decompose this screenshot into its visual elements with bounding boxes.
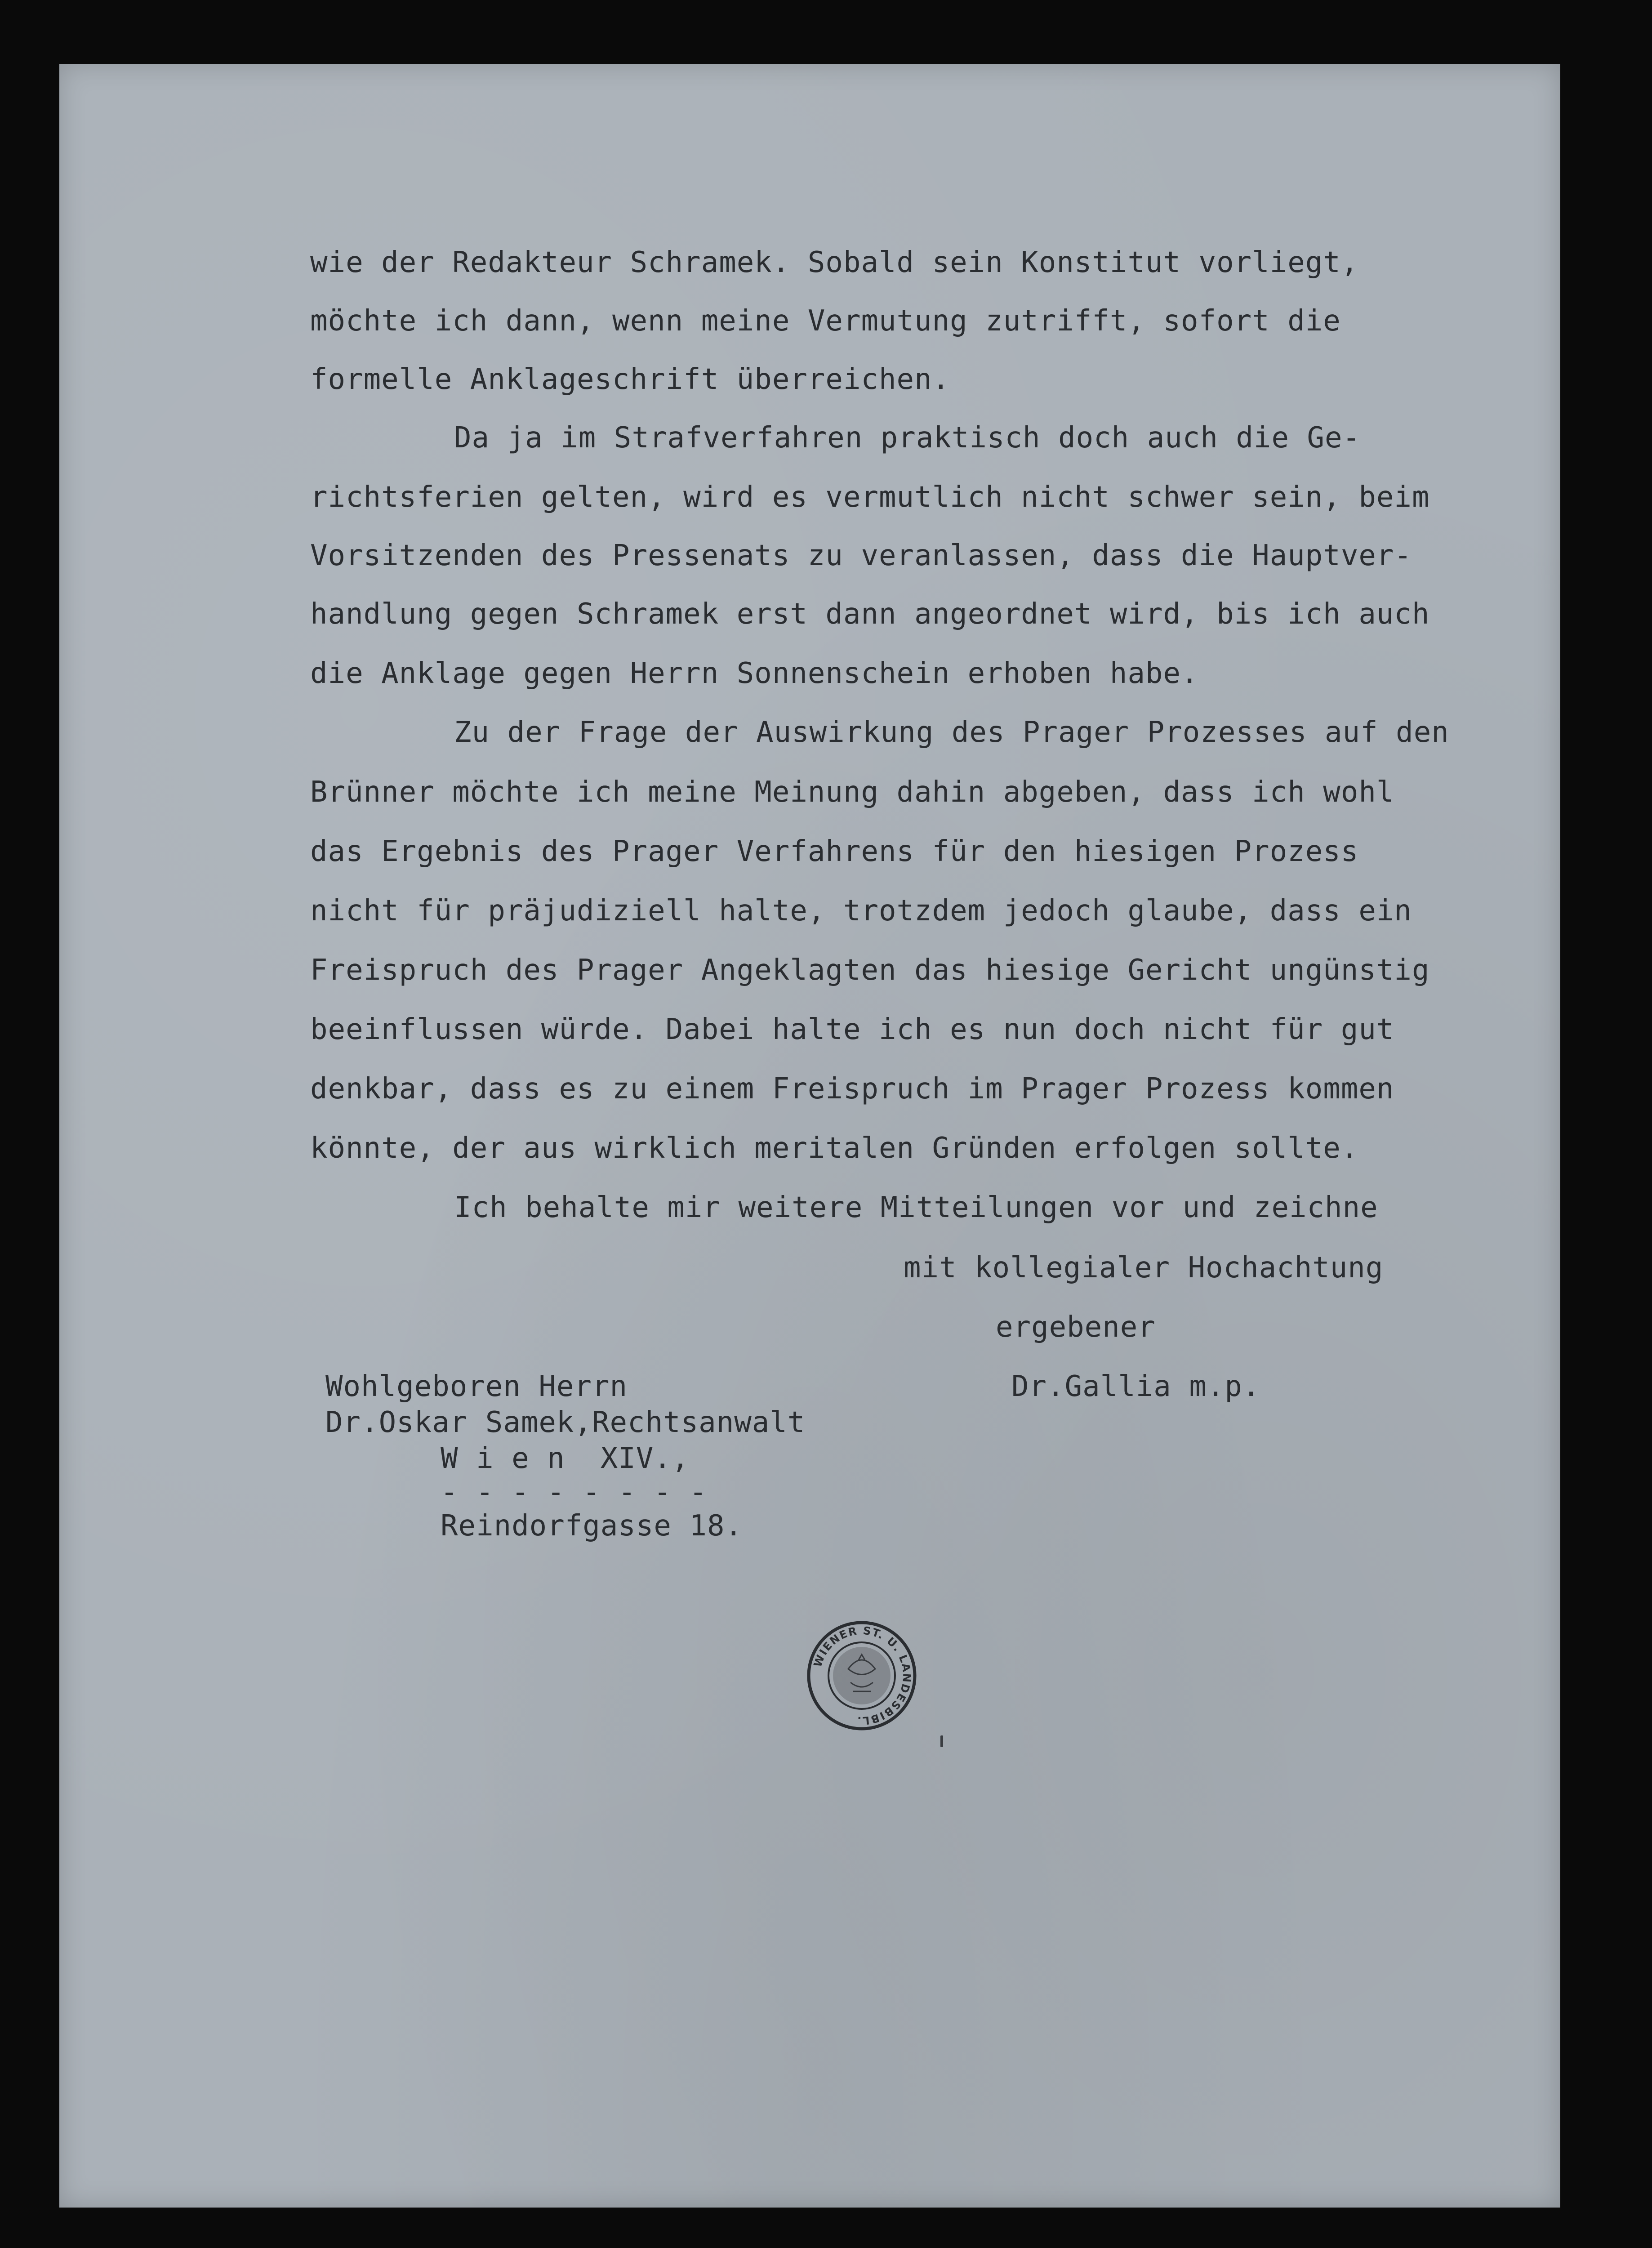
body-line-7: handlung gegen Schramek erst dann angeordnet wird, bis ich auch: [310, 598, 1430, 631]
body-line-1: wie der Redakteur Schramek. Sobald sein Konstitut vorliegt,: [310, 246, 1359, 279]
closing-line: mit kollegialer Hochachtung: [904, 1251, 1384, 1285]
body-line-17: Ich behalte mir weitere Mitteilungen vor und zeichne: [454, 1191, 1378, 1224]
library-stamp: [806, 1619, 918, 1732]
body-line-4: Da ja im Strafverfahren praktisch doch auch die Ge-: [454, 421, 1361, 455]
body-line-16: könnte, der aus wirklich meritalen Gründen erfolgen sollte.: [310, 1132, 1359, 1165]
address-salutation: Wohlgeboren Herrn: [325, 1370, 628, 1403]
body-line-11: das Ergebnis des Prager Verfahrens für den hiesigen Prozess: [310, 835, 1359, 868]
body-line-6: Vorsitzenden des Pressenats zu veranlassen, dass die Hauptver-: [310, 539, 1412, 572]
body-line-8: die Anklage gegen Herrn Sonnenschein erhoben habe.: [310, 657, 1199, 690]
body-line-12: nicht für präjudiziell halte, trotzdem jedoch glaube, dass ein: [310, 894, 1412, 928]
closing-ergebener: ergebener: [996, 1311, 1156, 1344]
stamp-text: WIENER ST. U. LANDESBIBL.: [811, 1624, 913, 1727]
letter-page: [59, 64, 1560, 2208]
body-line-2: möchte ich dann, wenn meine Vermutung zutrifft, sofort die: [310, 304, 1341, 338]
signature: Dr.Gallia m.p.: [1011, 1370, 1260, 1403]
address-name: Dr.Oskar Samek,Rechtsanwalt: [325, 1406, 806, 1439]
body-line-10: Brünner möchte ich meine Meinung dahin abgeben, dass ich wohl: [310, 776, 1394, 809]
body-line-3: formelle Anklageschrift überreichen.: [310, 363, 950, 396]
body-line-9: Zu der Frage der Auswirkung des Prager Prozesses auf den: [454, 716, 1449, 749]
body-line-14: beeinflussen würde. Dabei halte ich es nun doch nicht für gut: [310, 1013, 1394, 1046]
address-underline: - - - - - - - -: [441, 1476, 707, 1509]
address-street: Reindorfgasse 18.: [441, 1509, 743, 1543]
body-line-5: richtsferien gelten, wird es vermutlich nicht schwer sein, beim: [310, 481, 1430, 514]
body-line-13: Freispruch des Prager Angeklagten das hiesige Gericht ungünstig: [310, 954, 1430, 987]
address-city: W i e n XIV.,: [441, 1442, 690, 1475]
pencil-mark: [940, 1735, 943, 1747]
body-line-15: denkbar, dass es zu einem Freispruch im Prager Prozess kommen: [310, 1072, 1394, 1106]
